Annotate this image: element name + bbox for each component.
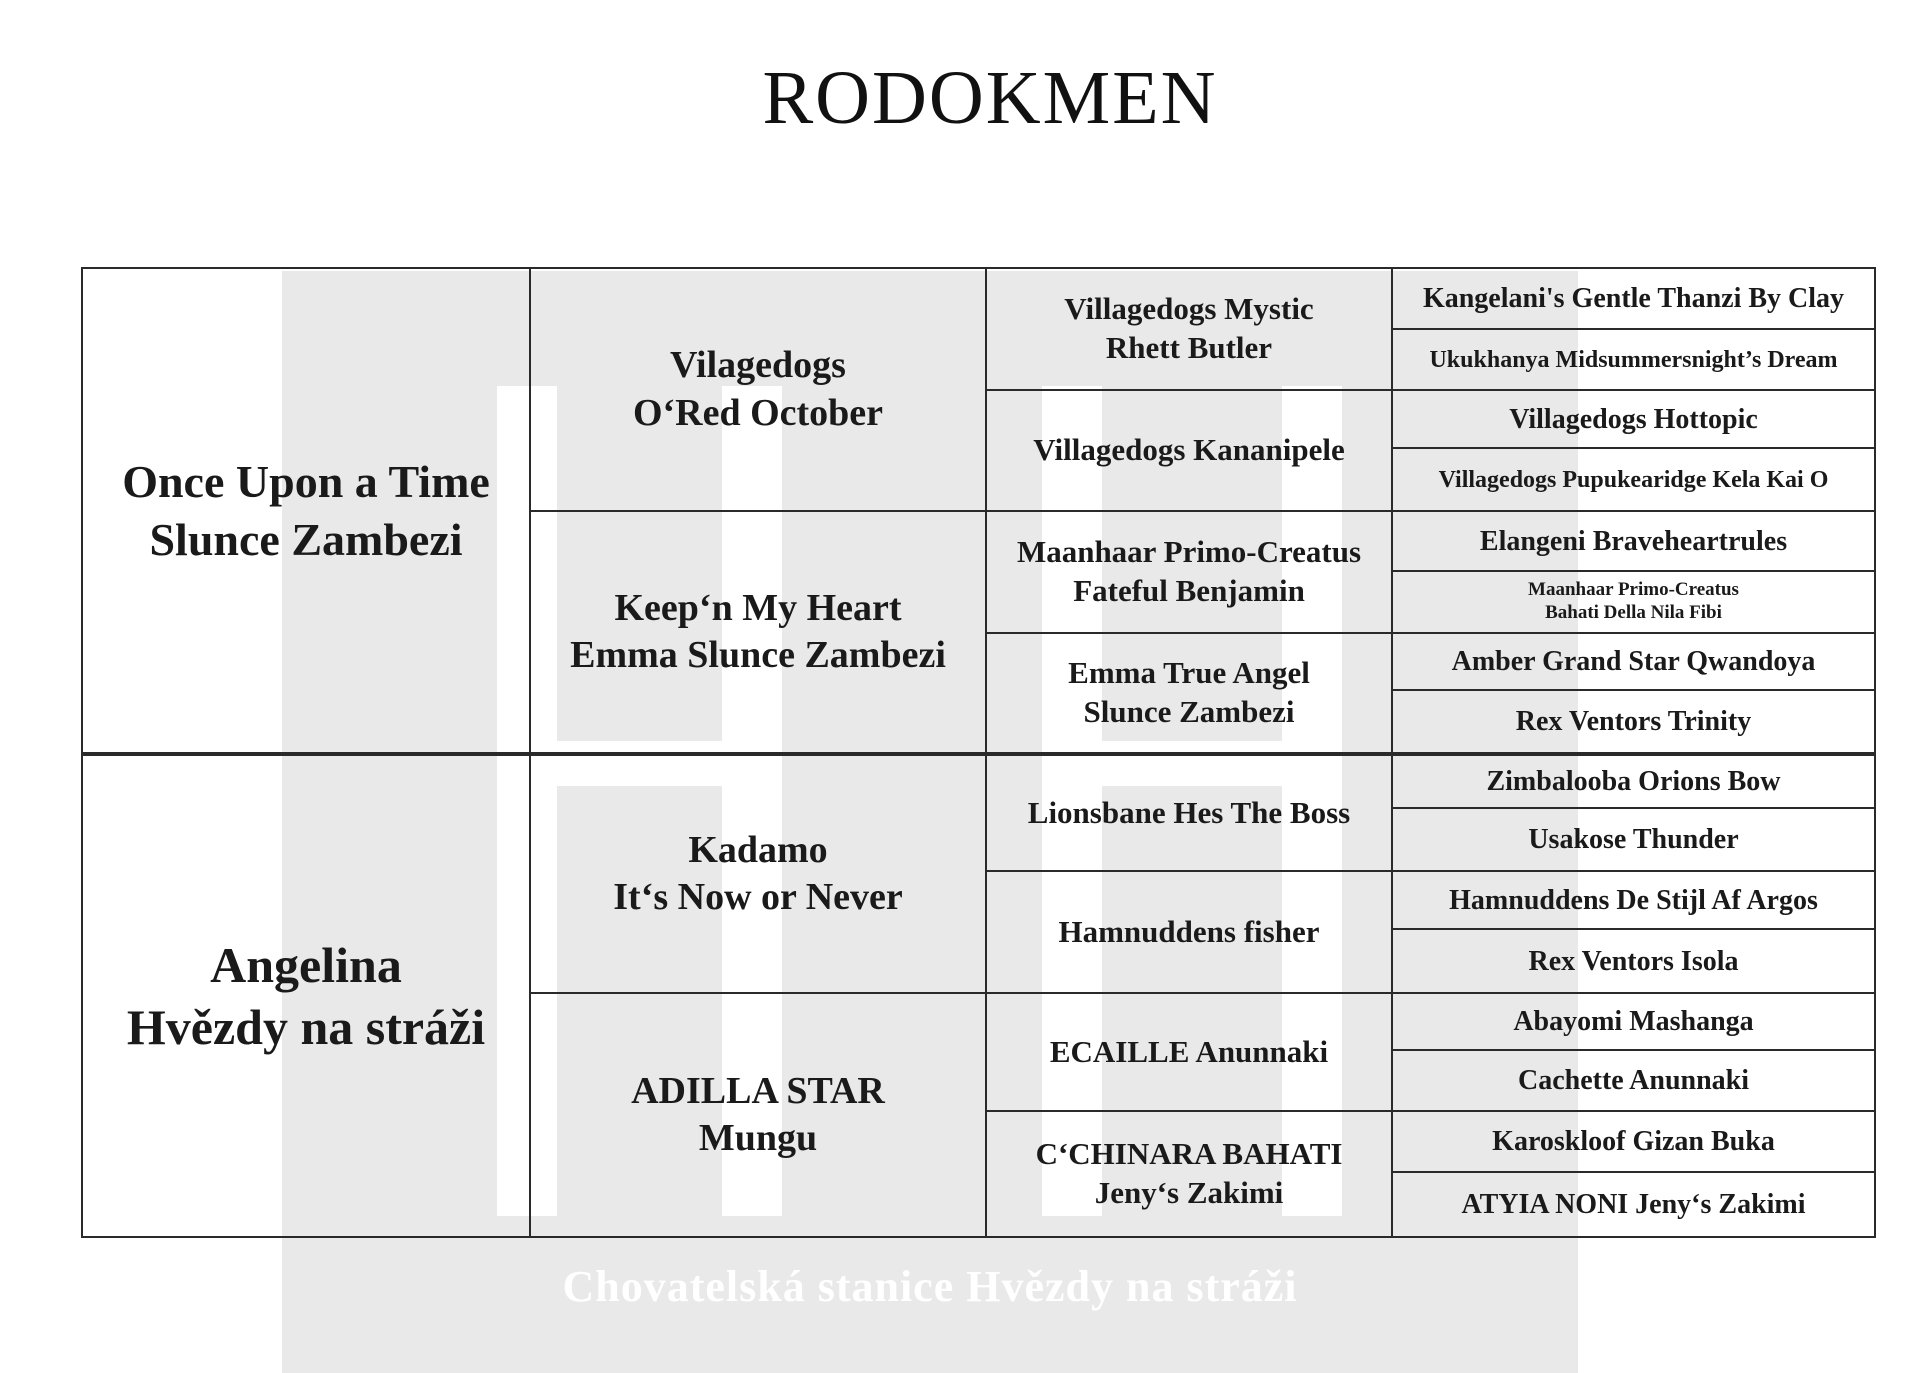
generation4-cell: Maanhaar Primo-Creatus Bahati Della Nila Fibi bbox=[1391, 570, 1876, 634]
generation4-cell: Kangelani's Gentle Thanzi By Clay bbox=[1391, 267, 1876, 330]
generation3-cell: Villagedogs Mystic Rhett Butler bbox=[985, 267, 1393, 391]
generation4-cell: Cachette Anunnaki bbox=[1391, 1049, 1876, 1112]
generation4-cell: ATYIA NONI Jeny‘s Zakimi bbox=[1391, 1171, 1876, 1238]
generation4-cell: Abayomi Mashanga bbox=[1391, 992, 1876, 1051]
generation3-cell: Emma True Angel Slunce Zambezi bbox=[985, 632, 1393, 754]
generation4-cell: Rex Ventors Isola bbox=[1391, 928, 1876, 994]
generation4-cell: Elangeni Braveheartrules bbox=[1391, 510, 1876, 572]
watermark-text: Chovatelská stanice Hvězdy na stráži bbox=[562, 1262, 1298, 1311]
generation2-cell: Vilagedogs O‘Red October bbox=[529, 267, 987, 512]
generation2-cell: Kadamo It‘s Now or Never bbox=[529, 752, 987, 994]
generation3-cell: C‘CHINARA BAHATI Jeny‘s Zakimi bbox=[985, 1110, 1393, 1238]
generation3-cell: ECAILLE Anunnaki bbox=[985, 992, 1393, 1112]
generation4-cell: Amber Grand Star Qwandoya bbox=[1391, 632, 1876, 691]
generation4-cell: Ukukhanya Midsummersnight’s Dream bbox=[1391, 328, 1876, 391]
generation3-cell: Hamnuddens fisher bbox=[985, 870, 1393, 994]
generation1-cell: Once Upon a Time Slunce Zambezi bbox=[81, 267, 531, 754]
generation4-cell: Rex Ventors Trinity bbox=[1391, 689, 1876, 754]
generation2-cell: ADILLA STAR Mungu bbox=[529, 992, 987, 1238]
page-title: RODOKMEN bbox=[762, 56, 1218, 140]
generation4-cell: Villagedogs Pupukearidge Kela Kai O bbox=[1391, 447, 1876, 512]
generation1-cell: Angelina Hvězdy na stráži bbox=[81, 752, 531, 1238]
generation2-cell: Keep‘n My Heart Emma Slunce Zambezi bbox=[529, 510, 987, 754]
generation4-cell: Usakose Thunder bbox=[1391, 807, 1876, 872]
generation4-cell: Villagedogs Hottopic bbox=[1391, 389, 1876, 449]
generation3-cell: Villagedogs Kananipele bbox=[985, 389, 1393, 512]
generation3-cell: Lionsbane Hes The Boss bbox=[985, 752, 1393, 872]
generation4-cell: Karoskloof Gizan Buka bbox=[1391, 1110, 1876, 1173]
generation4-cell: Zimbalooba Orions Bow bbox=[1391, 752, 1876, 809]
generation4-cell: Hamnuddens De Stijl Af Argos bbox=[1391, 870, 1876, 930]
generation3-cell: Maanhaar Primo-Creatus Fateful Benjamin bbox=[985, 510, 1393, 634]
